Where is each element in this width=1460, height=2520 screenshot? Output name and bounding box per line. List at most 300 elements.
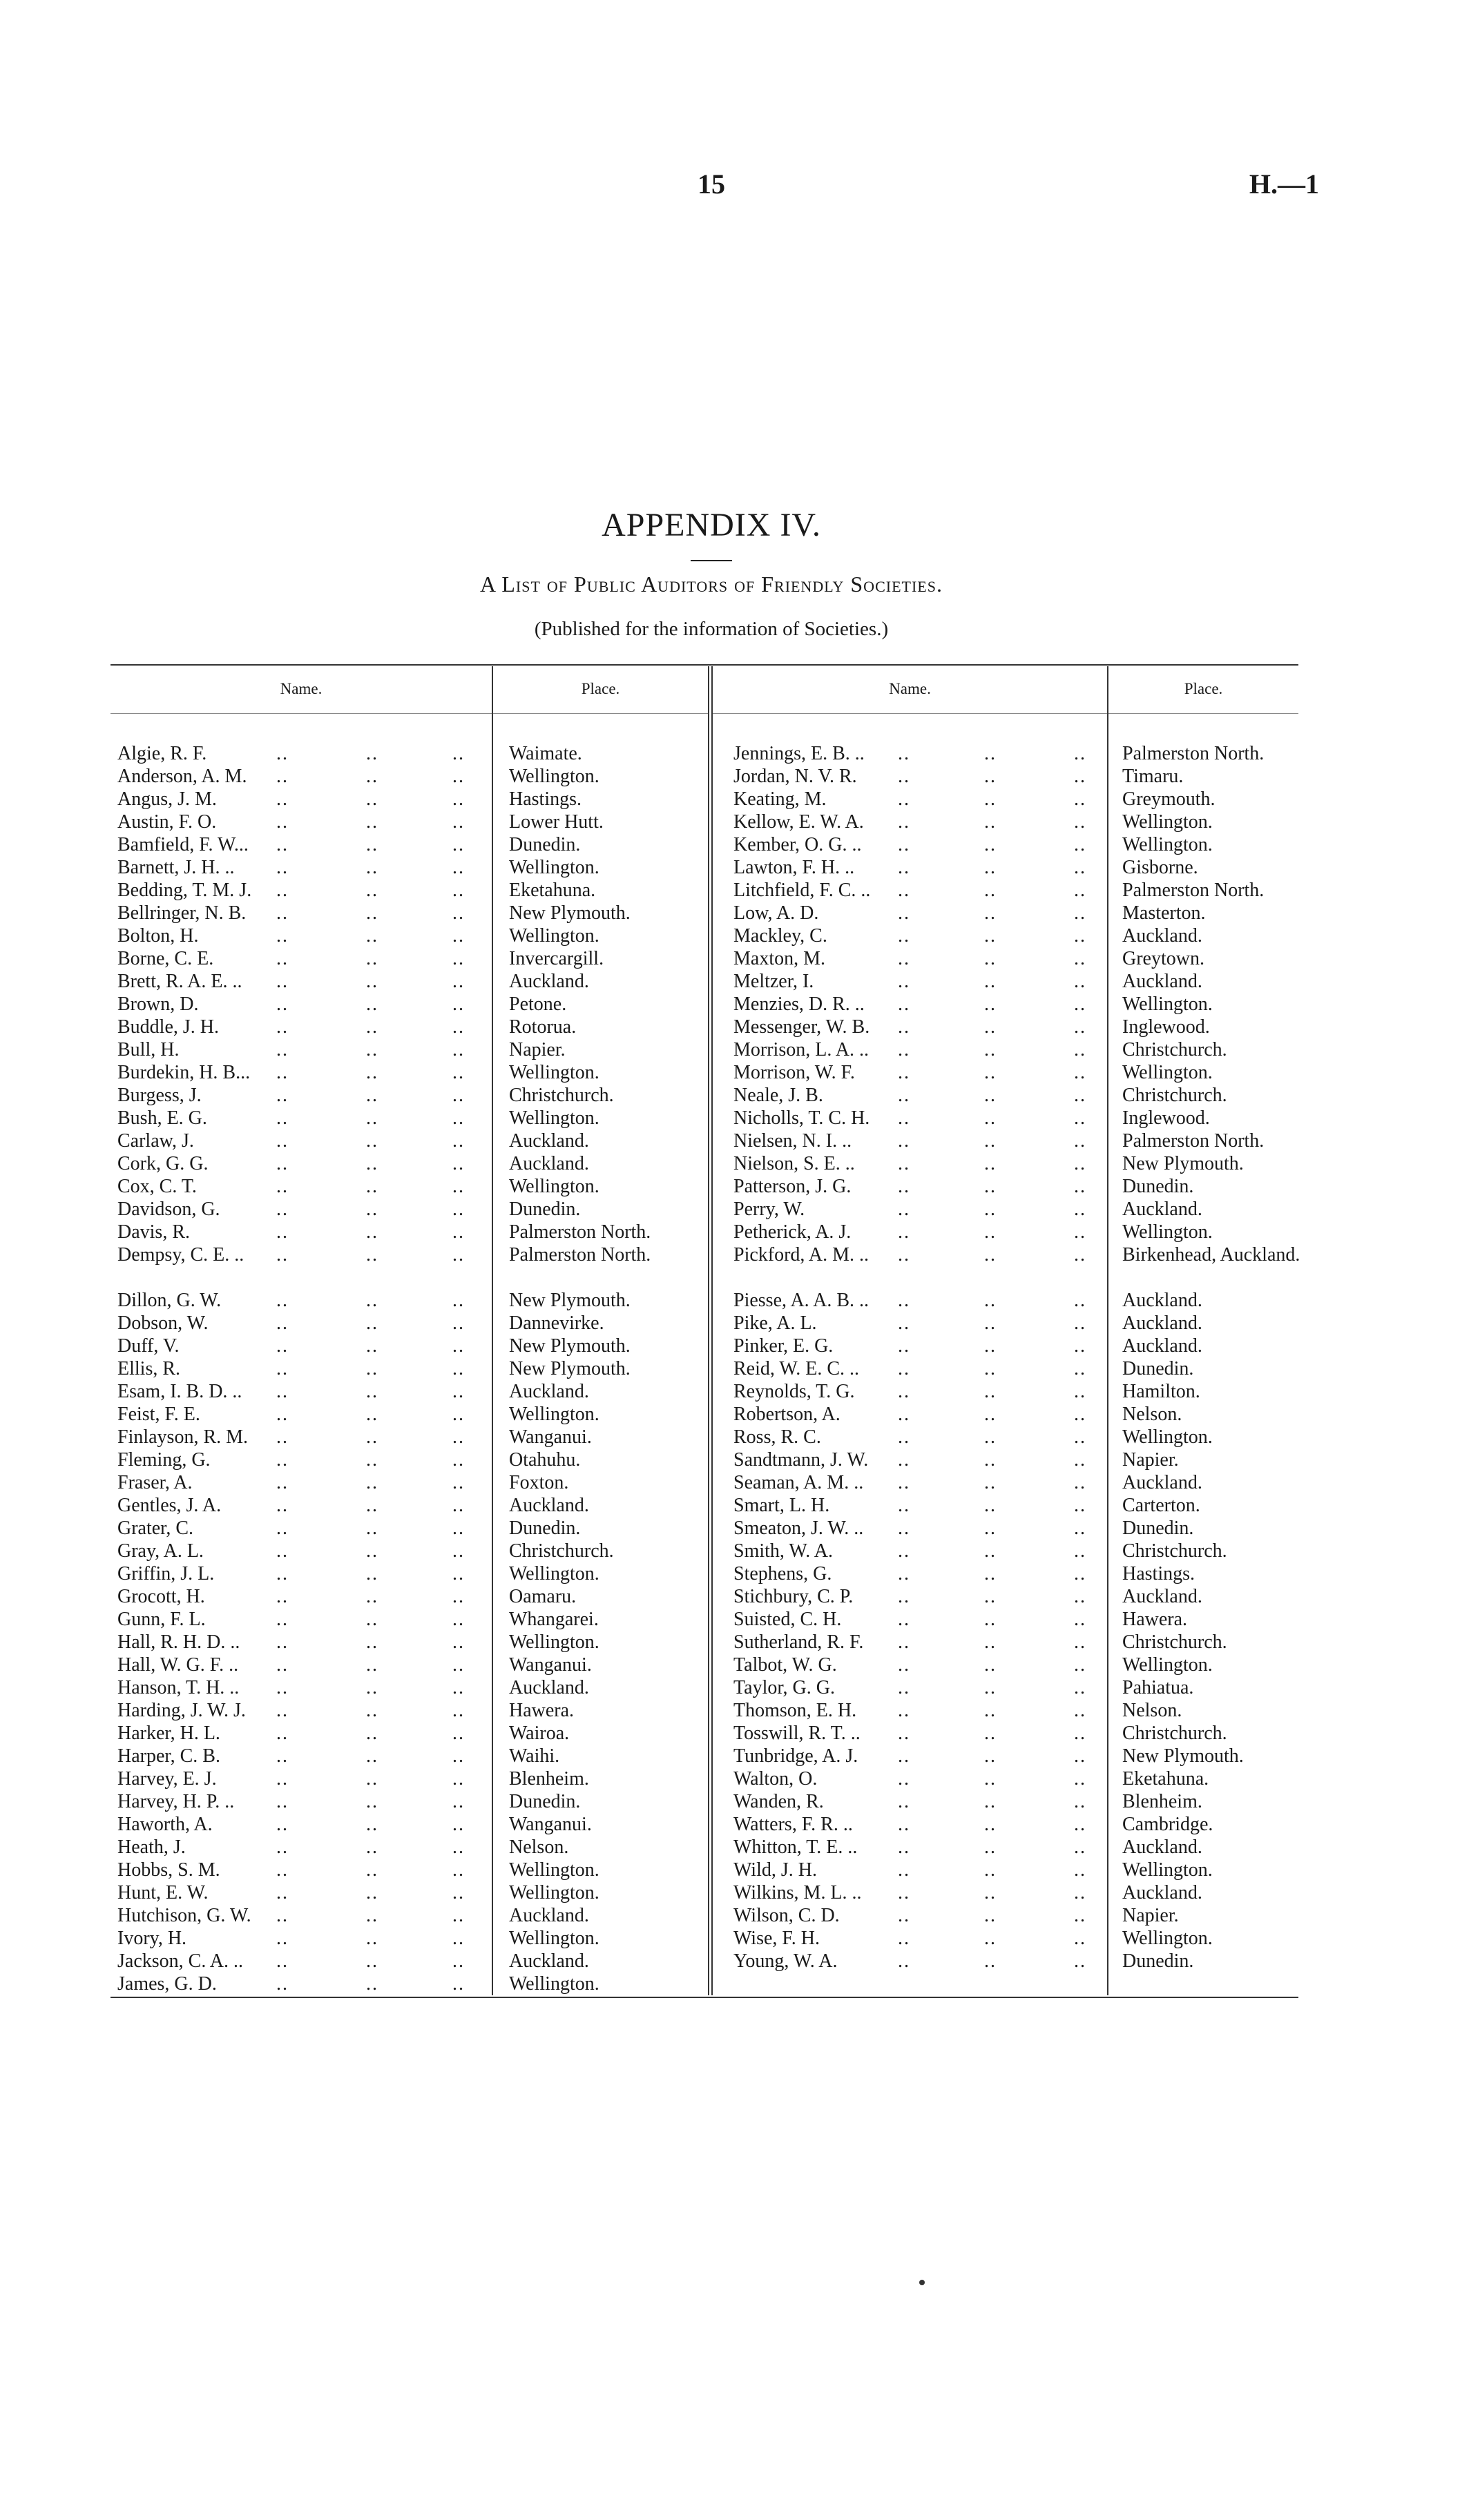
table-row bbox=[0, 765, 1460, 788]
leader-dots: .. bbox=[898, 1472, 910, 1493]
leader-dots: .. bbox=[276, 1882, 289, 1903]
leader-dots: .. bbox=[1074, 1358, 1086, 1379]
leader-dots: .. bbox=[366, 1928, 378, 1949]
table-row bbox=[0, 1676, 1460, 1699]
auditor-place: Wellington. bbox=[509, 1973, 599, 1995]
leader-dots: .. bbox=[984, 1745, 997, 1767]
leader-dots: .. bbox=[984, 811, 997, 833]
auditor-place: Wellington. bbox=[509, 766, 599, 787]
auditor-place: Nelson. bbox=[509, 1836, 569, 1858]
leader-dots: .. bbox=[366, 971, 378, 992]
auditor-name: Anderson, A. M. bbox=[117, 766, 247, 787]
leader-dots: .. bbox=[452, 1312, 465, 1334]
auditor-place: New Plymouth. bbox=[1122, 1153, 1244, 1174]
leader-dots: .. bbox=[366, 1062, 378, 1083]
auditor-place: Wellington. bbox=[509, 925, 599, 947]
leader-dots: .. bbox=[1074, 811, 1086, 833]
auditor-name: Reynolds, T. G. bbox=[733, 1381, 855, 1402]
leader-dots: .. bbox=[276, 1312, 289, 1334]
leader-dots: .. bbox=[452, 1153, 465, 1174]
leader-dots: .. bbox=[452, 1176, 465, 1197]
auditor-place: Foxton. bbox=[509, 1472, 569, 1493]
auditor-place: Napier. bbox=[1122, 1905, 1179, 1926]
leader-dots: .. bbox=[276, 1153, 289, 1174]
leader-dots: .. bbox=[366, 925, 378, 947]
leader-dots: .. bbox=[898, 1768, 910, 1790]
auditor-place: Hawera. bbox=[509, 1700, 575, 1721]
auditor-name: Meltzer, I. bbox=[733, 971, 814, 992]
leader-dots: .. bbox=[898, 1700, 910, 1721]
table-row bbox=[0, 1950, 1460, 1973]
auditor-place: Rotorua. bbox=[509, 1016, 577, 1038]
auditor-place: Hawera. bbox=[1122, 1609, 1188, 1630]
leader-dots: .. bbox=[1074, 1586, 1086, 1607]
auditor-name: Harvey, H. P. .. bbox=[117, 1791, 235, 1812]
auditor-place: Auckland. bbox=[1122, 925, 1202, 947]
leader-dots: .. bbox=[984, 902, 997, 924]
auditor-place: Dunedin. bbox=[1122, 1950, 1194, 1972]
auditor-place: Birkenhead, Auckland. bbox=[1122, 1244, 1300, 1266]
auditor-name: Hutchison, G. W. bbox=[117, 1905, 251, 1926]
table-row bbox=[0, 970, 1460, 993]
leader-dots: .. bbox=[276, 1449, 289, 1471]
auditor-place: Hastings. bbox=[509, 788, 582, 810]
auditor-name: Ellis, R. bbox=[117, 1358, 181, 1379]
leader-dots: .. bbox=[366, 1039, 378, 1060]
leader-dots: .. bbox=[898, 1085, 910, 1106]
auditor-name: Bolton, H. bbox=[117, 925, 199, 947]
leader-dots: .. bbox=[366, 1153, 378, 1174]
header-underline bbox=[493, 713, 708, 714]
auditor-place: Auckland. bbox=[1122, 971, 1202, 992]
leader-dots: .. bbox=[984, 1176, 997, 1197]
leader-dots: .. bbox=[1074, 1540, 1086, 1562]
leader-dots: .. bbox=[984, 1221, 997, 1243]
leader-dots: .. bbox=[984, 743, 997, 764]
leader-dots: .. bbox=[276, 1199, 289, 1220]
leader-dots: .. bbox=[452, 1039, 465, 1060]
leader-dots: .. bbox=[984, 1563, 997, 1584]
leader-dots: .. bbox=[898, 1586, 910, 1607]
leader-dots: .. bbox=[276, 1107, 289, 1129]
leader-dots: .. bbox=[276, 1290, 289, 1311]
leader-dots: .. bbox=[898, 1358, 910, 1379]
auditor-place: Wellington. bbox=[509, 1107, 599, 1129]
leader-dots: .. bbox=[276, 1085, 289, 1106]
auditor-name: Harding, J. W. J. bbox=[117, 1700, 246, 1721]
table-row bbox=[0, 1790, 1460, 1813]
auditor-place: Hastings. bbox=[1122, 1563, 1195, 1584]
leader-dots: .. bbox=[366, 1244, 378, 1266]
leader-dots: .. bbox=[276, 788, 289, 810]
leader-dots: .. bbox=[366, 1358, 378, 1379]
table-row bbox=[0, 993, 1460, 1016]
auditor-name: Hanson, T. H. .. bbox=[117, 1677, 240, 1698]
auditor-place: Wanganui. bbox=[509, 1654, 592, 1676]
leader-dots: .. bbox=[452, 1723, 465, 1744]
auditor-place: Wellington. bbox=[509, 1928, 599, 1949]
auditor-name: Gray, A. L. bbox=[117, 1540, 204, 1562]
leader-dots: .. bbox=[276, 1836, 289, 1858]
auditor-name: Fleming, G. bbox=[117, 1449, 211, 1471]
leader-dots: .. bbox=[984, 1518, 997, 1539]
leader-dots: .. bbox=[452, 1358, 465, 1379]
leader-dots: .. bbox=[898, 994, 910, 1015]
leader-dots: .. bbox=[1074, 1836, 1086, 1858]
table-row bbox=[0, 1312, 1460, 1335]
leader-dots: .. bbox=[1074, 766, 1086, 787]
auditor-place: Wellington. bbox=[509, 1404, 599, 1425]
leader-dots: .. bbox=[898, 1381, 910, 1402]
leader-dots: .. bbox=[452, 788, 465, 810]
leader-dots: .. bbox=[366, 902, 378, 924]
leader-dots: .. bbox=[452, 1563, 465, 1584]
leader-dots: .. bbox=[984, 1449, 997, 1471]
leader-dots: .. bbox=[452, 857, 465, 878]
leader-dots: .. bbox=[452, 1404, 465, 1425]
auditor-place: Palmerston North. bbox=[1122, 1130, 1265, 1152]
leader-dots: .. bbox=[452, 1950, 465, 1972]
table-row bbox=[0, 902, 1460, 924]
auditor-place: Greymouth. bbox=[1122, 788, 1216, 810]
auditor-place: Auckland. bbox=[509, 1495, 589, 1516]
auditor-name: Bull, H. bbox=[117, 1039, 180, 1060]
auditor-place: Palmerston North. bbox=[1122, 880, 1265, 901]
leader-dots: .. bbox=[1074, 1518, 1086, 1539]
table-row bbox=[0, 1289, 1460, 1312]
auditor-name: Ivory, H. bbox=[117, 1928, 187, 1949]
leader-dots: .. bbox=[366, 1518, 378, 1539]
leader-dots: .. bbox=[276, 1905, 289, 1926]
leader-dots: .. bbox=[366, 1221, 378, 1243]
leader-dots: .. bbox=[276, 1404, 289, 1425]
auditor-name: Bamfield, F. W... bbox=[117, 834, 249, 855]
auditor-place: Wanganui. bbox=[509, 1426, 592, 1448]
auditor-name: Low, A. D. bbox=[733, 902, 819, 924]
leader-dots: .. bbox=[1074, 1449, 1086, 1471]
auditor-name: Neale, J. B. bbox=[733, 1085, 823, 1106]
leader-dots: .. bbox=[452, 1335, 465, 1357]
leader-dots: .. bbox=[366, 948, 378, 969]
auditor-place: Auckland. bbox=[1122, 1836, 1202, 1858]
leader-dots: .. bbox=[1074, 1335, 1086, 1357]
leader-dots: .. bbox=[984, 1016, 997, 1038]
leader-dots: .. bbox=[366, 880, 378, 901]
leader-dots: .. bbox=[452, 1768, 465, 1790]
leader-dots: .. bbox=[984, 1950, 997, 1972]
auditor-place: Wellington. bbox=[509, 1859, 599, 1881]
leader-dots: .. bbox=[1074, 1495, 1086, 1516]
leader-dots: .. bbox=[452, 766, 465, 787]
leader-dots: .. bbox=[276, 1745, 289, 1767]
table-row bbox=[0, 1540, 1460, 1562]
auditor-place: Eketahuna. bbox=[1122, 1768, 1209, 1790]
auditor-place: Wellington. bbox=[1122, 1221, 1213, 1243]
leader-dots: .. bbox=[984, 1540, 997, 1562]
auditor-name: Buddle, J. H. bbox=[117, 1016, 219, 1038]
leader-dots: .. bbox=[276, 1654, 289, 1676]
auditor-name: Wanden, R. bbox=[733, 1791, 824, 1812]
table-row bbox=[0, 1335, 1460, 1357]
auditor-name: Jordan, N. V. R. bbox=[733, 766, 857, 787]
auditor-place: Wellington. bbox=[509, 1176, 599, 1197]
leader-dots: .. bbox=[984, 948, 997, 969]
table-row bbox=[0, 856, 1460, 879]
leader-dots: .. bbox=[452, 1882, 465, 1903]
leader-dots: .. bbox=[366, 1791, 378, 1812]
table-row bbox=[0, 1973, 1460, 1995]
leader-dots: .. bbox=[366, 1085, 378, 1106]
leader-dots: .. bbox=[276, 1609, 289, 1630]
leader-dots: .. bbox=[276, 1244, 289, 1266]
leader-dots: .. bbox=[276, 743, 289, 764]
leader-dots: .. bbox=[898, 925, 910, 947]
auditor-name: Jennings, E. B. .. bbox=[733, 743, 865, 764]
list-subtitle: A List of Public Auditors of Friendly Societies. bbox=[480, 572, 943, 597]
leader-dots: .. bbox=[366, 766, 378, 787]
leader-dots: .. bbox=[898, 1426, 910, 1448]
auditor-place: Otahuhu. bbox=[509, 1449, 581, 1471]
leader-dots: .. bbox=[452, 1449, 465, 1471]
table-row bbox=[0, 1084, 1460, 1107]
auditor-place: Oamaru. bbox=[509, 1586, 577, 1607]
auditor-place: Wellington. bbox=[509, 1062, 599, 1083]
header-name-left: Name. bbox=[280, 680, 323, 697]
leader-dots: .. bbox=[1074, 1130, 1086, 1152]
auditor-place: Invercargill. bbox=[509, 948, 604, 969]
table-row bbox=[0, 1745, 1460, 1767]
auditor-place: Dunedin. bbox=[1122, 1358, 1194, 1379]
leader-dots: .. bbox=[898, 1836, 910, 1858]
leader-dots: .. bbox=[898, 834, 910, 855]
auditor-place: Wellington. bbox=[1122, 994, 1213, 1015]
auditor-name: Menzies, D. R. .. bbox=[733, 994, 865, 1015]
auditor-name: Watters, F. R. .. bbox=[733, 1814, 853, 1835]
auditor-name: Cox, C. T. bbox=[117, 1176, 197, 1197]
leader-dots: .. bbox=[1074, 1176, 1086, 1197]
header-name-right: Name. bbox=[889, 680, 931, 697]
leader-dots: .. bbox=[1074, 1153, 1086, 1174]
leader-dots: .. bbox=[366, 1745, 378, 1767]
leader-dots: .. bbox=[984, 788, 997, 810]
leader-dots: .. bbox=[984, 1153, 997, 1174]
auditor-place: Auckland. bbox=[1122, 1199, 1202, 1220]
auditor-place: Auckland. bbox=[1122, 1290, 1202, 1311]
leader-dots: .. bbox=[1074, 1791, 1086, 1812]
leader-dots: .. bbox=[452, 1905, 465, 1926]
table-row bbox=[0, 1243, 1460, 1289]
auditor-name: Heath, J. bbox=[117, 1836, 186, 1858]
leader-dots: .. bbox=[366, 1199, 378, 1220]
leader-dots: .. bbox=[984, 834, 997, 855]
leader-dots: .. bbox=[984, 1814, 997, 1835]
leader-dots: .. bbox=[366, 857, 378, 878]
leader-dots: .. bbox=[984, 1062, 997, 1083]
leader-dots: .. bbox=[276, 1518, 289, 1539]
leader-dots: .. bbox=[366, 1973, 378, 1995]
leader-dots: .. bbox=[984, 1609, 997, 1630]
auditor-name: Burdekin, H. B... bbox=[117, 1062, 251, 1083]
auditor-place: Palmerston North. bbox=[509, 1221, 651, 1243]
leader-dots: .. bbox=[452, 994, 465, 1015]
auditor-name: Bellringer, N. B. bbox=[117, 902, 247, 924]
table-row bbox=[0, 1152, 1460, 1175]
leader-dots: .. bbox=[898, 1814, 910, 1835]
publication-note: (Published for the information of Societies.) bbox=[534, 618, 889, 640]
leader-dots: .. bbox=[1074, 1016, 1086, 1038]
leader-dots: .. bbox=[366, 1335, 378, 1357]
auditor-place: Auckland. bbox=[509, 1381, 589, 1402]
auditor-place: New Plymouth. bbox=[1122, 1745, 1244, 1767]
auditor-name: Morrison, L. A. .. bbox=[733, 1039, 869, 1060]
table-row bbox=[0, 1927, 1460, 1950]
auditor-name: Fraser, A. bbox=[117, 1472, 193, 1493]
leader-dots: .. bbox=[898, 1153, 910, 1174]
auditor-name: Haworth, A. bbox=[117, 1814, 213, 1835]
auditor-place: Pahiatua. bbox=[1122, 1677, 1194, 1698]
auditor-place: Wellington. bbox=[1122, 811, 1213, 833]
auditor-name: Grocott, H. bbox=[117, 1586, 205, 1607]
table-row bbox=[0, 924, 1460, 947]
leader-dots: .. bbox=[984, 1335, 997, 1357]
leader-dots: .. bbox=[276, 1814, 289, 1835]
auditor-place: Dunedin. bbox=[509, 834, 581, 855]
table-row bbox=[0, 1813, 1460, 1836]
leader-dots: .. bbox=[276, 1426, 289, 1448]
leader-dots: .. bbox=[1074, 1882, 1086, 1903]
auditor-name: Taylor, G. G. bbox=[733, 1677, 835, 1698]
leader-dots: .. bbox=[898, 971, 910, 992]
leader-dots: .. bbox=[452, 1381, 465, 1402]
leader-dots: .. bbox=[1074, 1905, 1086, 1926]
auditor-place: Whangarei. bbox=[509, 1609, 599, 1630]
leader-dots: .. bbox=[366, 1723, 378, 1744]
auditor-place: Wellington. bbox=[509, 857, 599, 878]
auditor-place: Auckland. bbox=[509, 1153, 589, 1174]
auditor-name: Thomson, E. H. bbox=[733, 1700, 857, 1721]
header-underline bbox=[713, 713, 1107, 714]
leader-dots: .. bbox=[452, 1472, 465, 1493]
auditor-name: Piesse, A. A. B. .. bbox=[733, 1290, 870, 1311]
leader-dots: .. bbox=[366, 1449, 378, 1471]
table-row bbox=[0, 1426, 1460, 1448]
leader-dots: .. bbox=[276, 1677, 289, 1698]
leader-dots: .. bbox=[276, 1495, 289, 1516]
auditor-name: Hobbs, S. M. bbox=[117, 1859, 220, 1881]
leader-dots: .. bbox=[1074, 1472, 1086, 1493]
table-row bbox=[0, 1699, 1460, 1722]
leader-dots: .. bbox=[452, 1426, 465, 1448]
leader-dots: .. bbox=[1074, 880, 1086, 901]
auditor-place: Auckland. bbox=[1122, 1586, 1202, 1607]
leader-dots: .. bbox=[452, 1062, 465, 1083]
auditor-name: Esam, I. B. D. .. bbox=[117, 1381, 242, 1402]
auditor-place: Christchurch. bbox=[1122, 1039, 1227, 1060]
leader-dots: .. bbox=[984, 1836, 997, 1858]
auditor-name: Angus, J. M. bbox=[117, 788, 217, 810]
auditor-name: Suisted, C. H. bbox=[733, 1609, 842, 1630]
table-row bbox=[0, 1175, 1460, 1198]
leader-dots: .. bbox=[984, 1791, 997, 1812]
leader-dots: .. bbox=[276, 1768, 289, 1790]
leader-dots: .. bbox=[984, 1586, 997, 1607]
leader-dots: .. bbox=[1074, 1107, 1086, 1129]
auditor-name: Griffin, J. L. bbox=[117, 1563, 215, 1584]
table-row bbox=[0, 1836, 1460, 1859]
leader-dots: .. bbox=[1074, 857, 1086, 878]
auditor-place: Nelson. bbox=[1122, 1404, 1182, 1425]
auditor-place: Auckland. bbox=[509, 971, 589, 992]
table-row bbox=[0, 1654, 1460, 1676]
auditor-name: Finlayson, R. M. bbox=[117, 1426, 249, 1448]
leader-dots: .. bbox=[366, 1677, 378, 1698]
auditor-place: New Plymouth. bbox=[509, 1335, 631, 1357]
leader-dots: .. bbox=[276, 1563, 289, 1584]
auditor-name: Sutherland, R. F. bbox=[733, 1631, 864, 1653]
auditor-place: Palmerston North. bbox=[509, 1244, 651, 1266]
leader-dots: .. bbox=[452, 1745, 465, 1767]
leader-dots: .. bbox=[276, 994, 289, 1015]
auditor-place: New Plymouth. bbox=[509, 1290, 631, 1311]
leader-dots: .. bbox=[366, 1016, 378, 1038]
auditor-place: Eketahuna. bbox=[509, 880, 596, 901]
leader-dots: .. bbox=[366, 1631, 378, 1653]
leader-dots: .. bbox=[452, 948, 465, 969]
leader-dots: .. bbox=[452, 880, 465, 901]
auditor-place: Christchurch. bbox=[509, 1085, 614, 1106]
leader-dots: .. bbox=[898, 857, 910, 878]
leader-dots: .. bbox=[366, 1768, 378, 1790]
leader-dots: .. bbox=[1074, 1654, 1086, 1676]
leader-dots: .. bbox=[1074, 1745, 1086, 1767]
leader-dots: .. bbox=[1074, 1381, 1086, 1402]
table-bottom-rule bbox=[111, 1997, 1298, 1998]
leader-dots: .. bbox=[366, 1130, 378, 1152]
leader-dots: .. bbox=[984, 971, 997, 992]
auditor-place: Wellington. bbox=[1122, 1062, 1213, 1083]
auditor-name: Smart, L. H. bbox=[733, 1495, 830, 1516]
page-number: 15 bbox=[698, 168, 725, 200]
leader-dots: .. bbox=[276, 1472, 289, 1493]
auditor-place: Waimate. bbox=[509, 743, 582, 764]
auditor-place: Petone. bbox=[509, 994, 567, 1015]
table-row bbox=[0, 1517, 1460, 1540]
leader-dots: .. bbox=[276, 1130, 289, 1152]
leader-dots: .. bbox=[898, 1905, 910, 1926]
leader-dots: .. bbox=[452, 1495, 465, 1516]
leader-dots: .. bbox=[898, 1495, 910, 1516]
auditor-name: Gentles, J. A. bbox=[117, 1495, 222, 1516]
leader-dots: .. bbox=[898, 1518, 910, 1539]
auditor-name: Bush, E. G. bbox=[117, 1107, 207, 1129]
leader-dots: .. bbox=[276, 971, 289, 992]
auditor-place: Auckland. bbox=[1122, 1472, 1202, 1493]
auditor-name: Keating, M. bbox=[733, 788, 827, 810]
leader-dots: .. bbox=[984, 1130, 997, 1152]
leader-dots: .. bbox=[366, 1905, 378, 1926]
leader-dots: .. bbox=[898, 948, 910, 969]
auditor-place: Dunedin. bbox=[1122, 1176, 1194, 1197]
leader-dots: .. bbox=[898, 1312, 910, 1334]
leader-dots: .. bbox=[366, 1586, 378, 1607]
leader-dots: .. bbox=[1074, 971, 1086, 992]
auditor-name: Tosswill, R. T. .. bbox=[733, 1723, 861, 1744]
leader-dots: .. bbox=[1074, 1677, 1086, 1698]
leader-dots: .. bbox=[452, 1130, 465, 1152]
table-row bbox=[0, 1881, 1460, 1904]
leader-dots: .. bbox=[898, 1404, 910, 1425]
leader-dots: .. bbox=[984, 1631, 997, 1653]
